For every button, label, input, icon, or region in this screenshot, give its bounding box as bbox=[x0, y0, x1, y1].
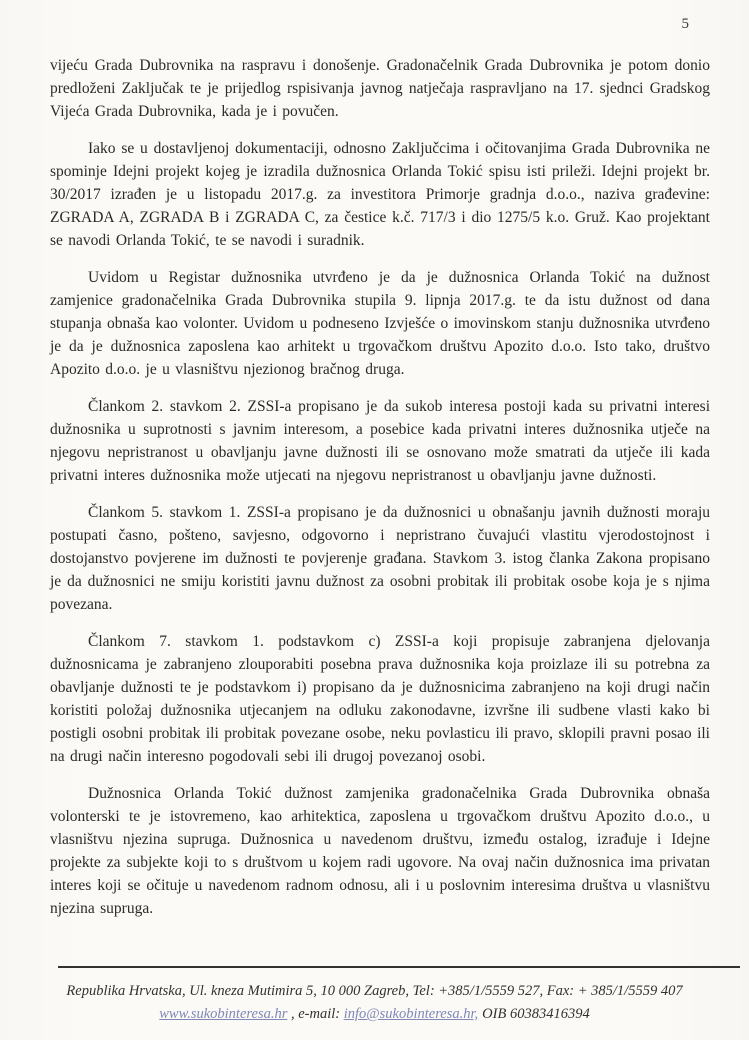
document-body bbox=[50, 54, 710, 934]
paragraph: Člankom 7. stavkom 1. podstavkom c) ZSSI-a koji propisuje zabranjena djelovanja dužnosnicama je zabranjeno zlouporabiti posebna prava dužnosnika koja proizlaze ili su potrebna za obavljanje dužnosti te je podstavkom i) propisano da je dužnosnicima zabranjeno na koji drugi način koristiti položaj dužnosnika utjecanjem na odluku zakonodavne, izvršne ili sudbene vlasti kako bi postigli osobni probitak ili probitak povezane osobe, neku povlasticu ili pravo, sklopili pravni posao ili na drugi način interesno pogodovali sebi ili drugoj povezanoj osobi. bbox=[50, 633, 710, 765]
paragraph: Člankom 2. stavkom 2. ZSSI-a propisano je da sukob interesa postoji kada su privatni interesi dužnosnika u suprotnosti s javnim interesom, a posebice kada privatni interes dužnosnika utječe na njegovu nepristranost u obavljanju javne dužnosti ili se osnovano može smatrati da utječe ili kada privatni interes dužnosnika može utjecati na njegovu nepristranost u obavljanju javne dužnosti. bbox=[50, 398, 710, 484]
website-link[interactable]: www.sukobinteresa.hr bbox=[159, 1006, 288, 1022]
paragraph: Člankom 5. stavkom 1. ZSSI-a propisano je da dužnosnici u obnašanju javnih dužnosti moraju postupati časno, pošteno, savjesno, odgovorno i nepristrano čuvajući vlastitu vjerodostojnost i dostojanstvo povjerene im dužnosti te povjerenje građana. Stavkom 3. istog članka Zakona propisano je da dužnosnici ne smiju koristiti javnu dužnost za osobni probitak ili probitak osobe koja je s njima povezana. bbox=[50, 504, 710, 613]
paragraph: Uvidom u Registar dužnosnika utvrđeno je da je dužnosnica Orlanda Tokić na dužnost zamjenice gradonačelnika Grada Dubrovnika stupila 9. lipnja 2017.g. te da istu dužnost od dana stupanja obnaša kao volonter. Uvidom u podneseno Izvješće o imovinskom stanju dužnosnika utvrđeno je da je dužnosnica zaposlena kao arhitekt u trgovačkom društvu Apozito d.o.o. Isto tako, društvo Apozito d.o.o. je u vlasništvu njezionog bračnog druga. bbox=[50, 269, 710, 378]
footer-contact-line bbox=[0, 1004, 749, 1024]
email-link[interactable]: info@sukobinteresa.hr, bbox=[343, 1006, 479, 1022]
page-number: 5 bbox=[681, 16, 689, 32]
footer-oib: OIB 60383416394 bbox=[482, 1006, 590, 1022]
footer-address-line: Republika Hrvatska, Ul. kneza Mutimira 5, 10 000 Zagreb, Tel: +385/1/5559 527, Fax: + 385/1/5559 407 bbox=[66, 983, 683, 999]
paragraph: Iako se u dostavljenoj dokumentaciji, odnosno Zaključcima i očitovanjima Grada Dubrovnika ne spominje Idejni projekt kojeg je izradila dužnosnica Orlanda Tokić spisu isti prileži. Idejni projekt br. 30/2017 izrađen je u listopadu 2017.g. za investitora Primorje gradnja d.o.o., naziva građevine: ZGRADA A, ZGRADA B i ZGRADA C, za čestice k.č. 717/3 i dio 1275/5 k.o. Gruž. Kao projektant se navodi Orlanda Tokić, te se navodi i suradnik. bbox=[50, 140, 710, 249]
paragraph: vijeću Grada Dubrovnika na raspravu i donošenje. Gradonačelnik Grada Dubrovnika je potom donio predloženi Zaključak te je prijedlog rspisivanja javnog natječaja raspravljano na 17. sjednci Gradskog Vijeća Grada Dubrovnika, kada je i povučen. bbox=[50, 57, 710, 120]
footer-divider bbox=[58, 966, 740, 968]
footer-email-label: , e-mail: bbox=[287, 1006, 344, 1022]
paragraph: Dužnosnica Orlanda Tokić dužnost zamjenika gradonačelnika Grada Dubrovnika obnaša volonterski te je istovremeno, kao arhitektica, zaposlena u trgovačkom društvu Apozito d.o.o., u vlasništvu njezina supruga. Dužnosnica u navedenom društvu, između ostalog, izrađuje i Idejne projekte za subjekte koji to s društvom u kojem radi ugovore. Na ovaj način dužnosnica ima privatan interes koji se očituje u navedenom radnom odnosu, ali i u poslovnim interesima društva u vlasništvu njezina supruga. bbox=[50, 785, 710, 917]
page-footer bbox=[0, 966, 749, 1024]
